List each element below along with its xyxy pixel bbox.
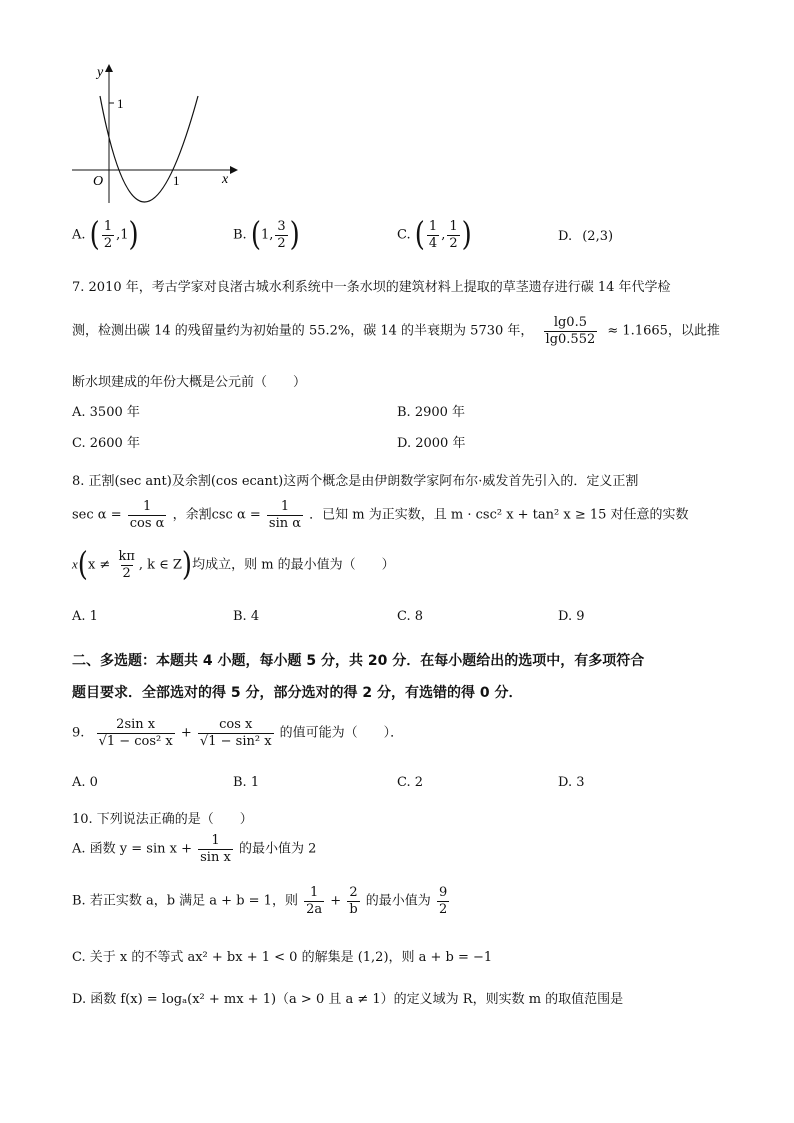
q7-option-a[interactable]: A. 3500 年 [72, 405, 140, 420]
q10-option-b[interactable]: B. 若正实数 a，b 满足 a + b = 1，则 $\frac{1}{2a}$ + $\frac{2}{b}$ 的最小值为 $\frac{9}{2}$ [72, 885, 448, 917]
q8-line1: 8. 正割(sec ant)及余割(cos ecant)这两个概念是由伊朗数学家阿布尔·威发首先引入的．定义正割 [72, 474, 639, 489]
q7-line2: 测，检测出碳 14 的残留量约为初始量的 55.2%，碳 14 的半衰期为 5730 年， $\frac{\lg 0.5}{\lg 0.552}$ ≈ 1.1665，以此推 [72, 315, 720, 347]
parabola-curve [100, 96, 198, 202]
x-tick-label: 1 [173, 173, 180, 188]
y-tick-label: 1 [117, 96, 124, 111]
q8-line3: x(x ≠ $\frac{k\pi}{2}$ , k ∈ Z)均成立，则 m 的最小值为（ ） [72, 546, 395, 584]
section2-heading-line1: 二、多选题：本题共 4 小题，每小题 5 分，共 20 分．在每小题给出的选项中，有多项符合 [72, 653, 645, 669]
q10-stem: 10. 下列说法正确的是（ ） [72, 812, 253, 827]
q10-option-c[interactable]: C. 关于 x 的不等式 ax² + bx + 1 < 0 的解集是 (1,2)，则 a + b = −1 [72, 950, 493, 965]
q9-option-d[interactable]: D. 3 [558, 775, 585, 790]
q9-option-b[interactable]: B. 1 [233, 775, 260, 790]
q8-line2: sec α = $\frac{1}{\text{cos α}}$ ，余割csc α = $\frac{1}{\text{sin α}}$ ．已知 m 为正实数，且 m · csc² x + tan² x ≥ 15 对任意的实数 [72, 499, 689, 531]
q8-option-c[interactable]: C. 8 [397, 609, 424, 624]
q9-stem: 9. $\frac{\text{2sin x}}{\text{√1 − cos² x}}$ + $\frac{\text{cos x}}{\text{√1 − sin² x}}$ 的值可能为（ ）． [72, 717, 404, 749]
q9-option-a[interactable]: A. 0 [72, 775, 98, 790]
q8-option-d[interactable]: D. 9 [558, 609, 585, 624]
q9-option-c[interactable]: C. 2 [397, 775, 424, 790]
q8-option-b[interactable]: B. 4 [233, 609, 260, 624]
q7-option-d[interactable]: D. 2000 年 [397, 436, 466, 451]
q10-option-a[interactable]: A. 函数 y = sin x + $\frac{1}{\text{sin x}}$ 的最小值为 2 [72, 833, 317, 865]
q6-option-c[interactable]: C. ( $\frac{1}{4}$ , $\frac{1}{2}$ ) [397, 216, 472, 254]
q8-option-a[interactable]: A. 1 [72, 609, 98, 624]
function-graph [60, 58, 240, 208]
q7-line1: 7. 2010 年，考古学家对良渚古城水利系统中一条水坝的建筑材料上提取的草茎遗存进行碳 14 年代学检 [72, 280, 671, 295]
q7-option-b[interactable]: B. 2900 年 [397, 405, 466, 420]
x-axis-label: x [222, 172, 229, 187]
q6-option-d[interactable]: D. (2,3) [558, 229, 614, 244]
section2-heading-line2: 题目要求．全部选对的得 5 分，部分选对的得 2 分，有选错的得 0 分． [72, 685, 523, 701]
q7-option-c[interactable]: C. 2600 年 [72, 436, 140, 451]
origin-label: O [93, 174, 104, 189]
y-axis-label: y [97, 65, 104, 80]
q10-option-d[interactable]: D. 函数 f(x) = logₐ(x² + mx + 1)（a > 0 且 a ≠ 1）的定义域为 R，则实数 m 的取值范围是 [72, 992, 624, 1007]
graph-svg [60, 58, 240, 208]
q6-option-a[interactable]: A. ( $\frac{1}{2}$ ,1) [72, 216, 139, 254]
q7-line3: 断水坝建成的年份大概是公元前（ ） [72, 375, 307, 390]
q6-option-b[interactable]: B. (1, $\frac{3}{2}$ ) [233, 216, 300, 254]
